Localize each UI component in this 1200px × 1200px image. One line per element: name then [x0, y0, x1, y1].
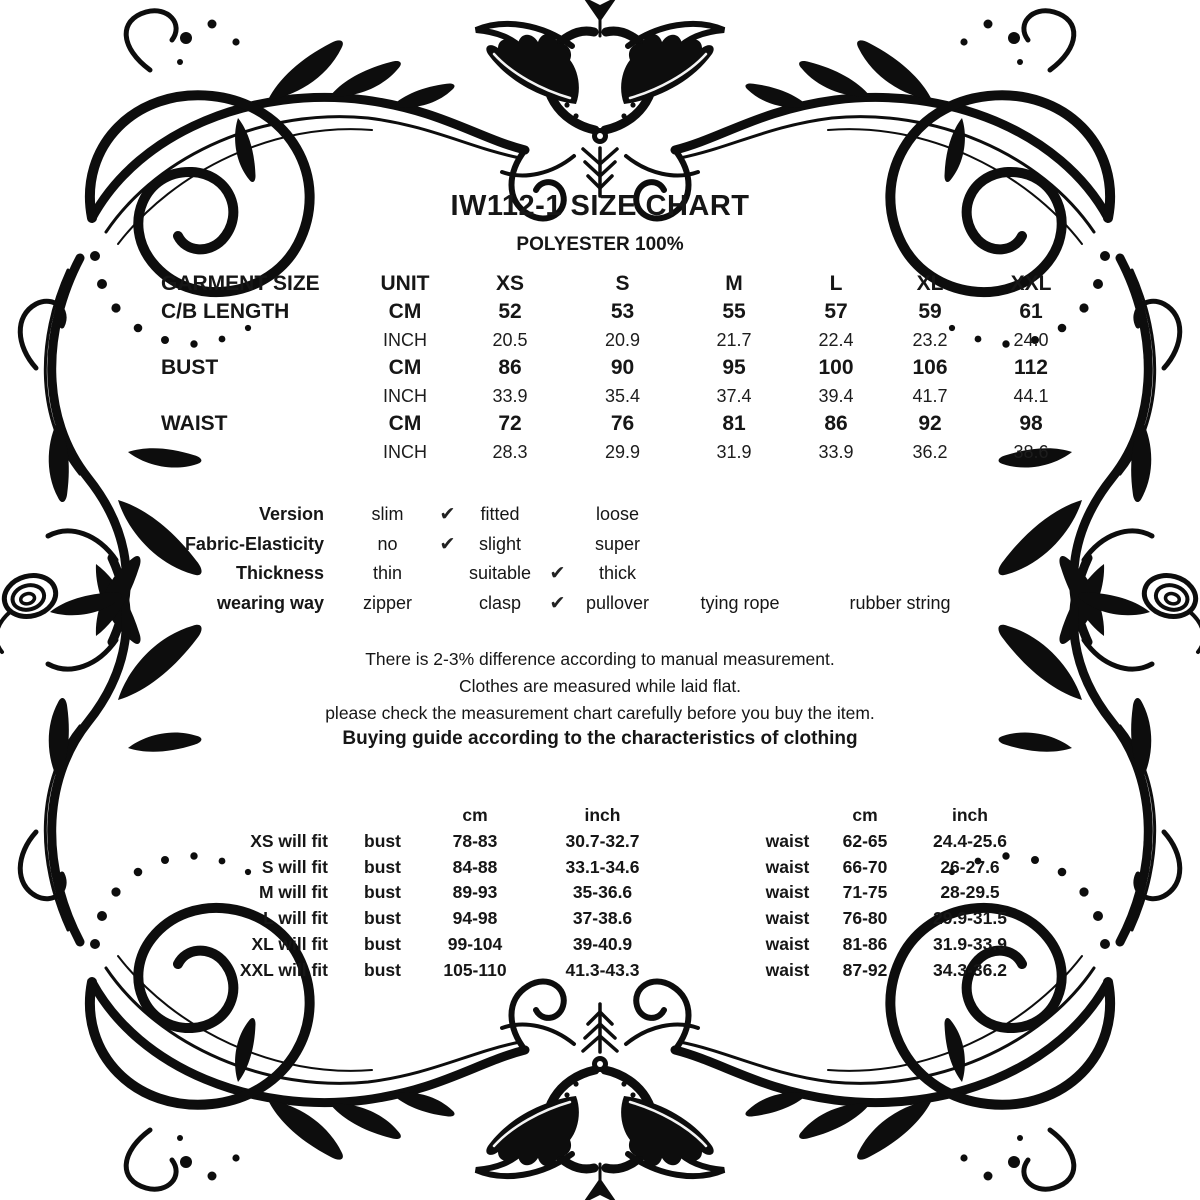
attribute-label: Version: [258, 504, 324, 524]
size-table-header: XL: [916, 272, 944, 295]
guide-cm-range: 94-98: [452, 908, 498, 929]
size-table-value: 98: [1019, 412, 1043, 435]
size-table-unit: CM: [388, 412, 422, 435]
attribute-option: suitable: [468, 563, 532, 583]
size-table: [155, 270, 1086, 466]
note-line: Clothes are measured while laid flat.: [458, 676, 742, 696]
guide-inch-range: 26-27.6: [940, 856, 1000, 877]
guide-inch-range: 29.9-31.5: [933, 908, 1007, 929]
size-table-value: 33.9: [492, 386, 528, 406]
size-table-value: 100: [818, 356, 854, 379]
guide-inch-range: 28-29.5: [940, 882, 1000, 903]
size-table-value: 36.2: [912, 442, 948, 462]
check-icon: ✔: [549, 562, 566, 584]
guide-cm-range: 105-110: [443, 959, 507, 980]
guide-measure-label: waist: [765, 908, 810, 929]
size-table-value: 95: [722, 356, 746, 379]
size-table-value: 38.6: [1013, 442, 1049, 462]
guide-size-label: M will fit: [258, 882, 328, 903]
attribute-option: super: [594, 533, 641, 554]
guide-inch-range: 24.4-25.6: [933, 830, 1007, 851]
size-table-value: 72: [498, 412, 522, 435]
guide-size-label: S will fit: [261, 856, 328, 877]
bust-fit-table: [180, 803, 680, 984]
size-table-value: 61: [1019, 300, 1043, 323]
size-table-value: 55: [722, 300, 746, 323]
guide-inch-range: 35-36.6: [572, 882, 633, 903]
size-table-header: L: [829, 272, 843, 295]
attribute-option: rubber string: [849, 592, 951, 613]
size-table-value: 41.7: [912, 386, 948, 406]
size-table-value: 23.2: [912, 330, 948, 350]
measurement-notes: [0, 646, 1200, 727]
size-table-unit: INCH: [383, 442, 427, 462]
guide-measure-label: bust: [364, 830, 401, 851]
waist-fit-table: [755, 803, 1030, 984]
check-icon: ✔: [549, 591, 566, 614]
attribute-option: tying rope: [700, 592, 780, 613]
size-table-value: 81: [722, 412, 746, 435]
size-table-value: 29.9: [604, 442, 641, 462]
size-table-header: S: [615, 272, 630, 295]
size-table-row-label: WAIST: [161, 412, 228, 435]
size-table-value: 44.1: [1013, 386, 1049, 406]
attribute-option: [820, 500, 980, 530]
guide-cm-range: 62-65: [842, 830, 888, 851]
size-table-value: 21.7: [716, 330, 752, 350]
size-table-value: 53: [610, 300, 635, 323]
size-table-value: 86: [498, 356, 522, 379]
guide-measure-label: waist: [765, 830, 810, 851]
size-table-row-label: [155, 438, 355, 466]
attribute-option: [820, 530, 980, 560]
attribute-option: [660, 559, 820, 589]
guide-inch-range: 37-38.6: [572, 908, 633, 929]
size-table-value: 57: [824, 300, 848, 323]
guide-col-header: inch: [584, 805, 621, 825]
attribute-option: [435, 559, 460, 589]
size-table-value: 20.9: [604, 330, 641, 350]
guide-size-label: XL will fit: [251, 933, 328, 954]
size-table-value: 39.4: [818, 386, 854, 406]
guide-inch-range: 41.3-43.3: [565, 959, 640, 980]
attribute-option: thick: [598, 563, 636, 583]
size-table-row-label: [155, 382, 355, 410]
fabric-subtitle: POLYESTER 100%: [516, 234, 684, 255]
attribute-option: [660, 500, 820, 530]
buying-guide-heading: Buying guide according to the characteristics of clothing: [342, 728, 858, 749]
size-table-value: 106: [912, 356, 948, 379]
size-table-row-label: [155, 326, 355, 354]
size-table-value: 52: [498, 300, 522, 323]
guide-measure-label: bust: [364, 908, 401, 929]
size-table-value: 92: [918, 412, 942, 435]
size-table-value: 76: [610, 412, 635, 435]
guide-cm-range: 89-93: [452, 882, 498, 903]
size-table-unit: CM: [388, 356, 422, 379]
guide-measure-label: waist: [765, 882, 810, 903]
size-table-value: 22.4: [818, 330, 854, 350]
attribute-option: no: [377, 533, 398, 554]
spacer: [180, 803, 340, 829]
size-table-header: XS: [495, 272, 524, 295]
check-icon: ✔: [439, 532, 456, 555]
size-table-value: 33.9: [818, 442, 854, 462]
guide-inch-range: 33.1-34.6: [565, 856, 640, 877]
size-table-row-label: BUST: [161, 356, 219, 379]
attribute-option: [660, 530, 820, 560]
attribute-option: [540, 530, 575, 560]
guide-measure-label: bust: [364, 933, 401, 954]
attribute-label: wearing way: [216, 592, 324, 613]
attribute-label: Thickness: [235, 563, 324, 583]
size-table-value: 35.4: [604, 386, 641, 406]
guide-measure-label: waist: [765, 856, 810, 877]
guide-cm-range: 81-86: [842, 933, 888, 954]
note-line: There is 2-3% difference according to manual measurement.: [365, 649, 835, 669]
size-table-header: M: [725, 272, 743, 295]
guide-cm-range: 76-80: [842, 908, 888, 929]
size-table-value: 59: [918, 300, 942, 323]
size-table-header: GARMENT SIZE: [161, 272, 320, 295]
guide-size-label: XS will fit: [250, 830, 328, 851]
guide-measure-label: bust: [364, 882, 401, 903]
guide-inch-range: 30.7-32.7: [565, 830, 640, 851]
attribute-label: Fabric-Elasticity: [184, 533, 324, 554]
spacer: [340, 803, 425, 829]
attributes-table: [155, 500, 980, 618]
check-icon: ✔: [439, 503, 456, 525]
attribute-option: slight: [478, 533, 522, 554]
guide-measure-label: bust: [364, 959, 401, 980]
guide-cm-range: 87-92: [842, 959, 888, 980]
attribute-option: [820, 559, 980, 589]
attribute-option: slim: [371, 504, 404, 524]
page-title: IW112-1 SIZE CHART: [450, 190, 750, 222]
size-table-value: 24.0: [1013, 330, 1049, 350]
size-table-header: XXL: [1010, 272, 1052, 295]
size-table-value: 28.3: [492, 442, 528, 462]
spacer: [755, 803, 820, 829]
guide-cm-range: 99-104: [447, 933, 503, 954]
guide-measure-label: bust: [364, 856, 401, 877]
note-line: please check the measurement chart carefully before you buy the item.: [325, 703, 875, 723]
size-table-value: 90: [610, 356, 635, 379]
guide-measure-label: waist: [765, 933, 810, 954]
size-table-value: 37.4: [716, 386, 752, 406]
size-table-unit: INCH: [383, 330, 427, 350]
guide-cm-range: 78-83: [452, 830, 498, 851]
size-table-unit: CM: [388, 300, 422, 323]
guide-size-label: XXL will fit: [239, 959, 328, 980]
guide-inch-range: 39-40.9: [572, 933, 633, 954]
size-table-header: UNIT: [380, 272, 430, 295]
size-table-value: 20.5: [492, 330, 528, 350]
attribute-option: thin: [372, 563, 403, 583]
attribute-option: [435, 589, 460, 619]
size-table-value: 31.9: [716, 442, 752, 462]
guide-inch-range: 34.3-36.2: [933, 959, 1007, 980]
guide-cm-range: 84-88: [452, 856, 498, 877]
guide-col-header: cm: [852, 805, 878, 825]
guide-measure-label: waist: [765, 959, 810, 980]
size-table-value: 112: [1014, 356, 1048, 379]
attribute-option: fitted: [480, 504, 520, 524]
guide-col-header: inch: [952, 805, 988, 825]
attribute-option: zipper: [362, 592, 413, 613]
attribute-option: [540, 500, 575, 530]
guide-cm-range: 66-70: [842, 856, 888, 877]
attribute-option: clasp: [478, 592, 522, 613]
size-table-unit: INCH: [383, 386, 427, 406]
guide-inch-range: 31.9-33.9: [933, 933, 1007, 954]
guide-col-header: cm: [462, 805, 488, 825]
guide-cm-range: 71-75: [842, 882, 888, 903]
size-table-value: 86: [824, 412, 848, 435]
guide-size-label: L will fit: [263, 908, 328, 929]
size-table-row-label: C/B LENGTH: [161, 300, 290, 323]
attribute-option: pullover: [585, 592, 650, 613]
attribute-option: loose: [595, 504, 640, 524]
